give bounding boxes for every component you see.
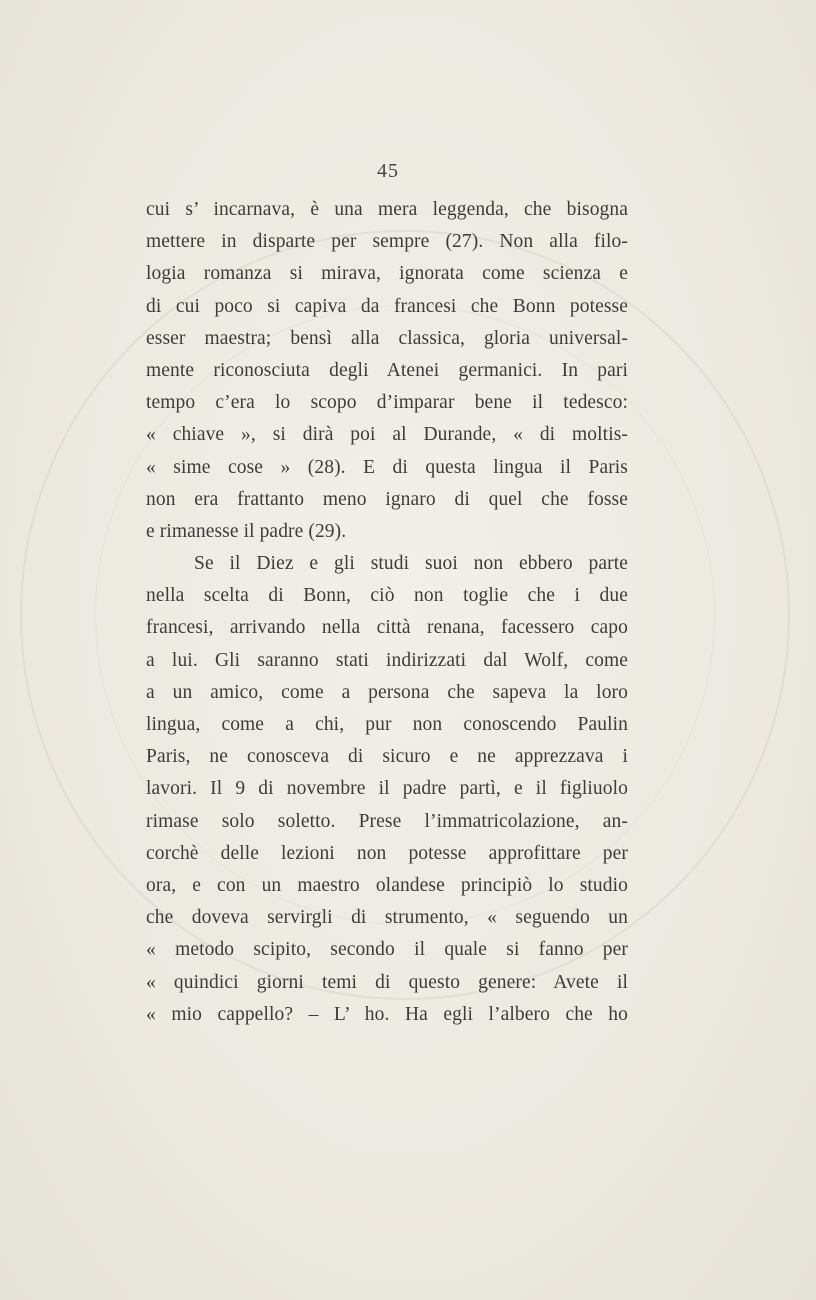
text-line: mettere in disparte per sempre (27). Non alla filo- — [146, 231, 628, 253]
text-line: cui s’ incarnava, è una mera leggenda, che bisogna — [146, 199, 628, 220]
page-number: 45 — [377, 160, 399, 182]
text-line: non era frattanto meno ignaro di quel che fosse — [146, 488, 628, 510]
text-line: mente riconosciuta degli Atenei germanici. In pari — [146, 359, 628, 381]
text-line: corchè delle lezioni non potesse approfittare per — [146, 842, 628, 864]
body-text — [146, 194, 628, 1031]
text-line: e rimanesse il padre (29). — [146, 520, 347, 542]
text-line: « mio cappello? – L’ ho. Ha egli l’albero che ho — [146, 1003, 628, 1025]
text-line: « metodo scipito, secondo il quale si fanno per — [146, 939, 628, 961]
text-line: Paris, ne conosceva di sicuro e ne apprezzava i — [146, 746, 628, 768]
text-line: nella scelta di Bonn, ciò non toglie che i due — [146, 585, 628, 607]
text-line: lingua, come a chi, pur non conoscendo Paulin — [146, 714, 628, 735]
text-line: logia romanza si mirava, ignorata come scienza e — [146, 263, 628, 285]
text-line: « sime cose » (28). E di questa lingua il Paris — [146, 456, 628, 478]
text-line: « quindici giorni temi di questo genere: Avete il — [146, 971, 628, 993]
text-line: lavori. Il 9 di novembre il padre partì, e il figliuolo — [146, 778, 628, 800]
text-line: Se il Diez e gli studi suoi non ebbero parte — [194, 553, 628, 575]
text-line: di cui poco si capiva da francesi che Bonn potesse — [146, 295, 628, 317]
text-line: a lui. Gli saranno stati indirizzati dal Wolf, come — [146, 649, 628, 671]
text-line: che doveva servirgli di strumento, « seguendo un — [146, 907, 628, 929]
text-line: esser maestra; bensì alla classica, gloria universal- — [146, 327, 628, 349]
text-line: tempo c’era lo scopo d’imparar bene il tedesco: — [146, 392, 628, 414]
text-line: francesi, arrivando nella città renana, facessero capo — [146, 617, 628, 639]
text-line: « chiave », si dirà poi al Durande, « di moltis- — [146, 424, 628, 446]
text-line: a un amico, come a persona che sapeva la loro — [146, 681, 628, 703]
text-line: ora, e con un maestro olandese principiò lo studio — [146, 874, 628, 896]
text-line: rimase solo soletto. Prese l’immatricolazione, an- — [146, 810, 628, 832]
